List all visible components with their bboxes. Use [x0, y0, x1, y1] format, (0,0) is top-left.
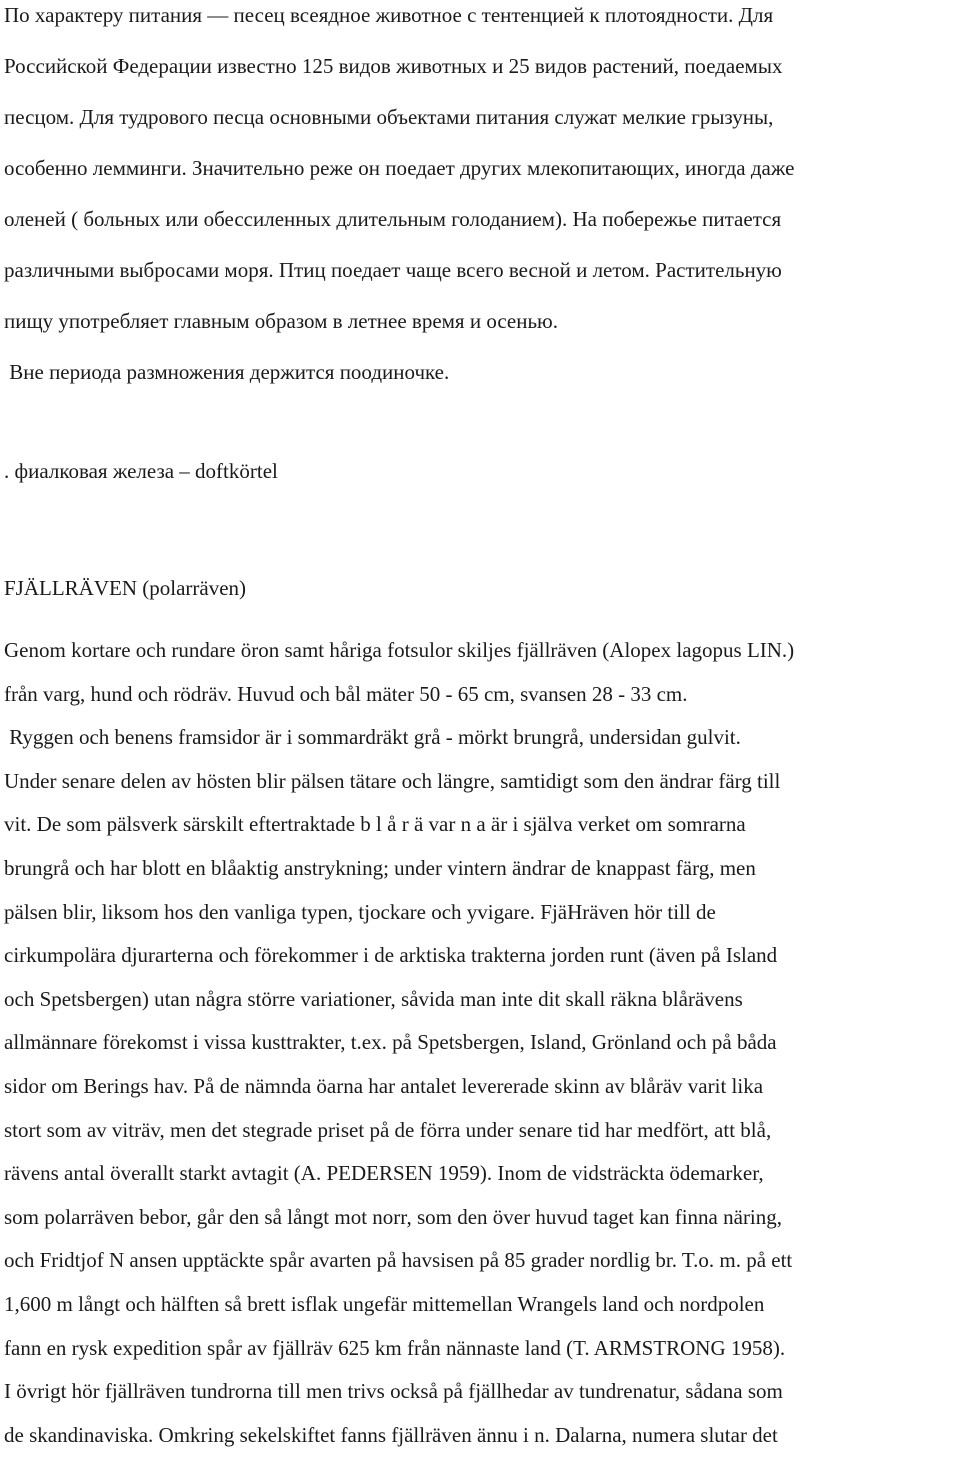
text-line: och Fridtjof N ansen upptäckte spår avarten på havsisen på 85 grader nordlig br. T.o. m. på ett — [4, 1248, 793, 1273]
text-line: Genom kortare och rundare öron samt håriga fotsulor skiljes fjällräven (Alopex lagopus LIN.) — [4, 638, 795, 662]
text-line: различными выбросами моря. Птиц поедает чаще всего весной и летом. Растительную — [4, 258, 782, 282]
text-line: Under senare delen av hösten blir pälsen tätare och längre, samtidigt som den ändrar färg till — [4, 768, 781, 793]
text-line: оленей ( больных или обессиленных длительным голоданием). На побережье питается — [4, 207, 782, 231]
text-line: По характеру питания — песец всеядное животное с тентенцией к плотоядности. Для — [4, 3, 774, 27]
text-line: Российской Федерации известно 125 видов животных и 25 видов растений, поедаемых — [4, 54, 783, 78]
text-line: Вне периода размножения держится поодиночке. — [4, 360, 450, 384]
text-line: brungrå och har blott en blåaktig anstrykning; under vintern ändrar de knappast färg, men — [4, 855, 756, 880]
section-heading: FJÄLLRÄVEN (polarräven) — [4, 576, 247, 600]
text-line: sidor om Berings hav. På de nämnda öarna har antalet levererade skinn av blåräv varit lika — [4, 1073, 764, 1098]
text-line: пищу употребляет главным образом в летнее время и осенью. — [4, 309, 558, 333]
text-line: och Spetsbergen) utan några större variationer, såvida man inte dit skall räkna blårävens — [4, 986, 743, 1011]
text-line: особенно лемминги. Значительно реже он поедает других млекопитающих, иногда даже — [4, 156, 795, 180]
text-line: som polarräven bebor, går den så långt mot norr, som den över huvud taget kan finna näring, — [4, 1204, 783, 1229]
text-line: rävens antal överallt starkt avtagit (A. PEDERSEN 1959). Inom de vidsträckta ödemarker, — [4, 1161, 764, 1186]
term-line: . фиалковая железа – doftkörtel — [4, 459, 278, 483]
text-line: stort som av viträv, men det stegrade priset på de förra under senare tid har medfört, att blå, — [4, 1117, 772, 1142]
text-line: pälsen blir, liksom hos den vanliga typen, tjockare och yvigare. FjäHräven hör till de — [4, 899, 716, 924]
text-line: I övrigt hör fjällräven tundrorna till men trivs också på fjällhedar av tundrenatur, sådana som — [4, 1379, 783, 1404]
text-line: Ryggen och benens framsidor är i sommardräkt grå - mörkt brungrå, undersidan gulvit. — [4, 725, 741, 750]
swedish-paragraph — [4, 629, 956, 1457]
russian-paragraph — [4, 0, 956, 398]
text-line: cirkumpolära djurarterna och förekommer i de arktiska trakterna jorden runt (även på Island — [4, 943, 778, 968]
text-line: 1,600 m långt och hälften så brett isflak ungefär mittemellan Wrangels land och nordpolen — [4, 1291, 765, 1316]
text-line: vit. De som pälsverk särskilt eftertraktade b l å r ä var n a är i själva verket om somrarna — [4, 812, 746, 837]
text-line: fann en rysk expedition spår av fjällräv 625 km från nännaste land (T. ARMSTRONG 1958). — [4, 1335, 786, 1360]
text-line: de skandinaviska. Omkring sekelskiftet fanns fjällräven ännu i n. Dalarna, numera slutar det — [4, 1422, 778, 1447]
text-line: från varg, hund och rödräv. Huvud och bål mäter 50 - 65 cm, svansen 28 - 33 cm. — [4, 681, 688, 706]
text-line: песцом. Для тудрового песца основными объектами питания служат мелкие грызуны, — [4, 105, 774, 129]
text-line: allmännare förekomst i vissa kusttrakter, t.ex. på Spetsbergen, Island, Grönland och på båda — [4, 1030, 777, 1055]
